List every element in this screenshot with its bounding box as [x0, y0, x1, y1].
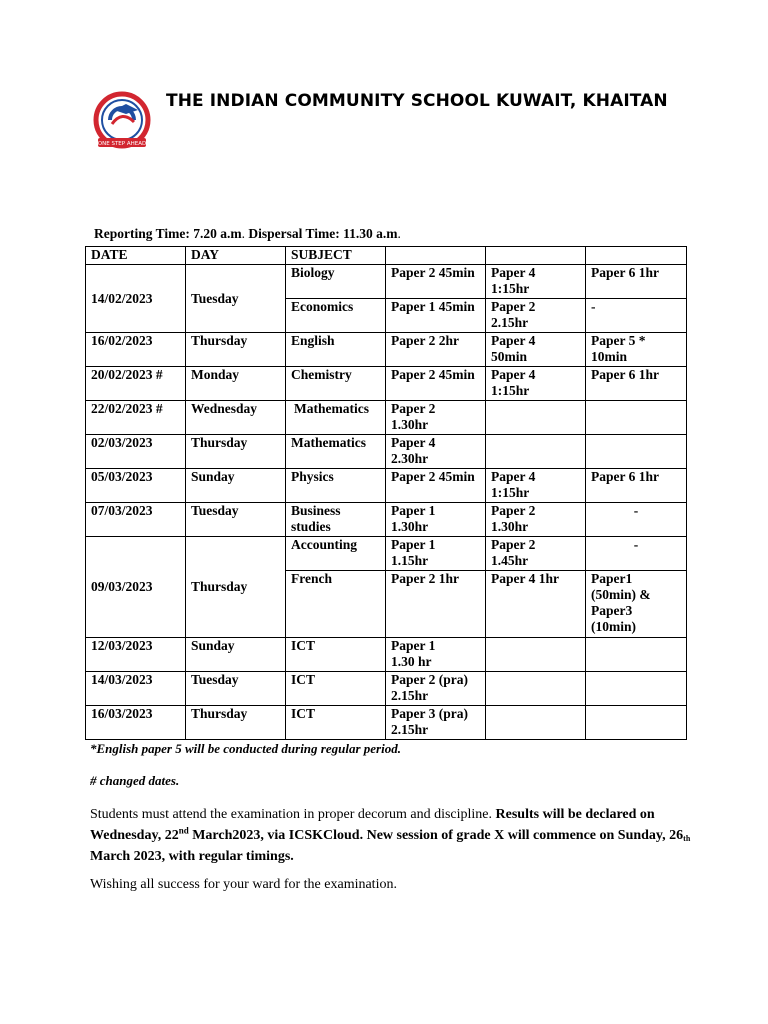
cell-paper-c: Paper 6 1hr	[586, 265, 687, 299]
cell-day: Thursday	[186, 537, 286, 638]
cell-day: Sunday	[186, 638, 286, 672]
cell-subject: Mathematics	[286, 401, 386, 435]
school-title: THE INDIAN COMMUNITY SCHOOL KUWAIT, KHAITAN	[166, 91, 668, 111]
header-date: DATE	[86, 247, 186, 265]
header-subject: SUBJECT	[286, 247, 386, 265]
cell-date: 16/03/2023	[86, 706, 186, 740]
cell-date: 22/02/2023 #	[86, 401, 186, 435]
cell-paper-b	[486, 638, 586, 672]
cell-subject: French	[286, 571, 386, 638]
cell-paper-b	[486, 672, 586, 706]
table-header-row	[86, 247, 687, 265]
cell-date: 16/02/2023	[86, 333, 186, 367]
session-subscript: th	[683, 834, 691, 843]
cell-paper-a: Paper 1 1.30 hr	[386, 638, 486, 672]
instructions-text: Students must attend the examination in proper decorum and discipline.	[90, 807, 496, 822]
svg-text:ONE STEP AHEAD: ONE STEP AHEAD	[97, 141, 147, 147]
table-row	[86, 469, 687, 503]
table-row	[86, 503, 687, 537]
cell-paper-c: Paper 5 * 10min	[586, 333, 687, 367]
cell-date: 07/03/2023	[86, 503, 186, 537]
cell-date: 12/03/2023	[86, 638, 186, 672]
dispersal-time: Dispersal Time: 11.30 a.m	[248, 226, 398, 241]
cell-day: Tuesday	[186, 265, 286, 333]
table-row	[86, 638, 687, 672]
cell-paper-c: -	[586, 537, 687, 571]
table-row	[86, 333, 687, 367]
cell-subject: Biology	[286, 265, 386, 299]
cell-day: Thursday	[186, 435, 286, 469]
cell-paper-c	[586, 672, 687, 706]
cell-date: 14/03/2023	[86, 672, 186, 706]
cell-subject: ICT	[286, 706, 386, 740]
cell-date: 05/03/2023	[86, 469, 186, 503]
cell-day: Thursday	[186, 706, 286, 740]
cell-subject: Physics	[286, 469, 386, 503]
cell-day: Tuesday	[186, 672, 286, 706]
cell-paper-b	[486, 401, 586, 435]
cell-subject: Accounting	[286, 537, 386, 571]
instructions-paragraph	[90, 804, 720, 867]
cell-paper-c: -	[586, 299, 687, 333]
english-paper-note: *English paper 5 will be conducted during regular period.	[90, 741, 401, 756]
table-row	[86, 672, 687, 706]
timings-text: March 2023, with regular timings.	[90, 849, 294, 864]
cell-subject: Chemistry	[286, 367, 386, 401]
results-superscript: nd	[178, 825, 189, 836]
cell-date: 02/03/2023	[86, 435, 186, 469]
cell-paper-a: Paper 2 2hr	[386, 333, 486, 367]
cell-paper-c	[586, 638, 687, 672]
cell-paper-c: Paper 6 1hr	[586, 367, 687, 401]
table-row	[86, 401, 687, 435]
cell-subject: ICT	[286, 672, 386, 706]
cell-paper-b: Paper 4 50min	[486, 333, 586, 367]
cell-paper-b	[486, 435, 586, 469]
cell-paper-c: Paper1 (50min) & Paper3 (10min)	[586, 571, 687, 638]
table-row	[86, 367, 687, 401]
cell-paper-a: Paper 4 2.30hr	[386, 435, 486, 469]
cell-subject: ICT	[286, 638, 386, 672]
cell-paper-b: Paper 2 1.30hr	[486, 503, 586, 537]
cell-subject: Economics	[286, 299, 386, 333]
cell-paper-b: Paper 4 1:15hr	[486, 367, 586, 401]
header-paper-c	[586, 247, 687, 265]
cell-day: Wednesday	[186, 401, 286, 435]
changed-dates-note: # changed dates.	[90, 773, 180, 788]
cell-subject: Business studies	[286, 503, 386, 537]
closing-wish: Wishing all success for your ward for the examination.	[90, 877, 397, 892]
cell-paper-a: Paper 2 45min	[386, 265, 486, 299]
exam-schedule-table	[85, 246, 687, 740]
table-row	[86, 435, 687, 469]
cell-paper-b	[486, 706, 586, 740]
cell-paper-c: Paper 6 1hr	[586, 469, 687, 503]
cell-date: 14/02/2023	[86, 265, 186, 333]
results-text: Results will be declared on Wednesday, 22	[90, 807, 655, 843]
cell-date: 20/02/2023 #	[86, 367, 186, 401]
cell-paper-a: Paper 3 (pra) 2.15hr	[386, 706, 486, 740]
cell-paper-b: Paper 2 1.45hr	[486, 537, 586, 571]
cell-paper-a: Paper 1 1.15hr	[386, 537, 486, 571]
cell-day: Monday	[186, 367, 286, 401]
cell-subject: Mathematics	[286, 435, 386, 469]
table-row	[86, 706, 687, 740]
cell-paper-a: Paper 2 1hr	[386, 571, 486, 638]
header-paper-a	[386, 247, 486, 265]
cell-paper-b: Paper 4 1hr	[486, 571, 586, 638]
table-row	[86, 265, 687, 299]
cell-day: Thursday	[186, 333, 286, 367]
cell-paper-a: Paper 1 1.30hr	[386, 503, 486, 537]
cell-paper-c: -	[586, 503, 687, 537]
reporting-time: Reporting Time: 7.20 a.m	[94, 226, 242, 241]
cell-paper-a: Paper 2 45min	[386, 367, 486, 401]
table-row	[86, 537, 687, 571]
cell-paper-c	[586, 401, 687, 435]
school-logo	[90, 90, 154, 154]
cell-paper-c	[586, 435, 687, 469]
cell-paper-b: Paper 4 1:15hr	[486, 265, 586, 299]
reporting-times: Reporting Time: 7.20 a.m. Dispersal Time: 11.30 a.m.	[94, 226, 401, 241]
cell-paper-b: Paper 4 1:15hr	[486, 469, 586, 503]
cell-day: Tuesday	[186, 503, 286, 537]
cell-paper-a: Paper 2 1.30hr	[386, 401, 486, 435]
session-text: March2023, via ICSKCloud. New session of grade X will commence on Sunday, 26	[188, 828, 684, 843]
cell-date: 09/03/2023	[86, 537, 186, 638]
cell-paper-a: Paper 2 (pra) 2.15hr	[386, 672, 486, 706]
cell-paper-a: Paper 1 45min	[386, 299, 486, 333]
cell-paper-c	[586, 706, 687, 740]
cell-subject: English	[286, 333, 386, 367]
cell-paper-b: Paper 2 2.15hr	[486, 299, 586, 333]
header-day: DAY	[186, 247, 286, 265]
header-paper-b	[486, 247, 586, 265]
cell-paper-a: Paper 2 45min	[386, 469, 486, 503]
cell-day: Sunday	[186, 469, 286, 503]
